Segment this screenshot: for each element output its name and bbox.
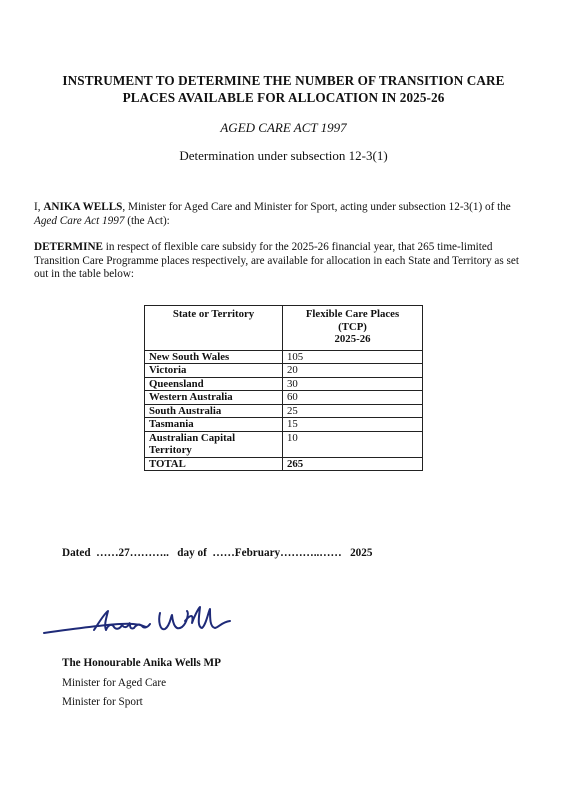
para1-intro: I, [34, 201, 44, 213]
determination-text: in respect of flexible care subsidy for the 2025-26 financial year, that 265 time-limited Transition Care Programme places respectively, are available for allocation in each State and Territory as set out in the table below: [34, 241, 519, 281]
table-row [145, 350, 423, 364]
act-name: AGED CARE ACT 1997 [220, 120, 347, 135]
state-cell: Australian Capital Territory [145, 431, 283, 457]
title-line-1: INSTRUMENT TO DETERMINE THE NUMBER OF TRANSITION CARE [62, 73, 505, 88]
allocation-table [144, 305, 423, 471]
authority-paragraph [34, 201, 534, 228]
signer-role-aged-care: Minister for Aged Care [62, 677, 167, 689]
title-line-2: PLACES AVAILABLE FOR ALLOCATION IN 2025-26 [122, 90, 445, 105]
total-label: TOTAL [145, 457, 283, 471]
state-cell: Western Australia [145, 391, 283, 405]
signer-role-sport: Minister for Sport [62, 696, 143, 708]
state-cell: Victoria [145, 364, 283, 378]
places-cell: 10 [283, 431, 423, 457]
places-cell: 15 [283, 418, 423, 432]
handwritten-signature [42, 603, 232, 643]
header-state: State or Territory [145, 306, 283, 351]
determination-paragraph [34, 241, 534, 282]
table-header-row [145, 306, 423, 351]
determine-keyword: DETERMINE [34, 241, 103, 253]
places-cell: 25 [283, 404, 423, 418]
state-cell: South Australia [145, 404, 283, 418]
table-row [145, 391, 423, 405]
places-cell: 20 [283, 364, 423, 378]
table-row [145, 377, 423, 391]
header-places-line-3: 2025-26 [334, 333, 371, 345]
state-cell: Tasmania [145, 418, 283, 432]
state-cell: Queensland [145, 377, 283, 391]
para1-suffix: (the Act): [124, 214, 170, 227]
table-total-row [145, 457, 423, 471]
document-title [20, 72, 547, 106]
para1-text: , Minister for Aged Care and Minister for Sport, acting under subsection 12-3(1) of the [122, 201, 511, 213]
places-cell: 30 [283, 377, 423, 391]
header-places-line-2: (TCP) [338, 320, 367, 333]
table-row [145, 404, 423, 418]
table-row [145, 418, 423, 432]
state-cell: New South Wales [145, 350, 283, 364]
places-cell: 105 [283, 350, 423, 364]
total-value: 265 [283, 457, 423, 471]
minister-name: ANIKA WELLS [43, 201, 123, 213]
act-reference: Aged Care Act 1997 [34, 214, 125, 227]
table-row [145, 364, 423, 378]
places-cell: 60 [283, 391, 423, 405]
table-row [145, 431, 423, 457]
determination-subtitle: Determination under subsection 12-3(1) [179, 148, 388, 163]
signer-name: The Honourable Anika Wells MP [62, 657, 221, 669]
header-places-line-1: Flexible Care Places [305, 308, 400, 320]
header-places [283, 306, 423, 351]
date-line: Dated ……27……….. day of ……February………..…… 2025 [62, 547, 373, 559]
